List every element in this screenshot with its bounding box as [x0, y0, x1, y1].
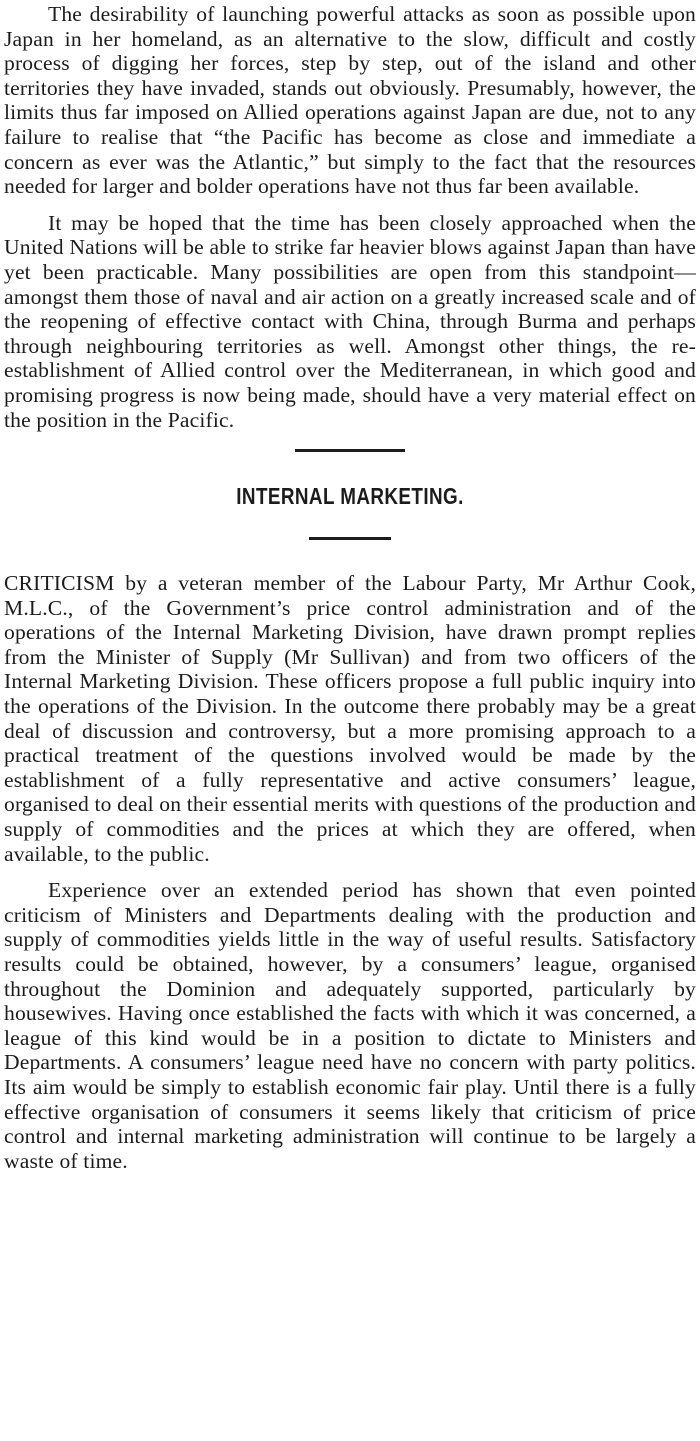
paragraph-consumers-league: Experience over an extended period has shown that even pointed criticism of Ministers and Departments dealing with the production and supply of commodities yields little in the way of useful results. Satisfactory results could be obtained, however, by a consumers’ league, organised throughout the Dominion and adequately supported, particularly by housewives. Having once established the facts with which it was concerned, a league of this kind would be in a position to dictate to Ministers and Departments. A consumers’ league need have no concern with party politics. Its aim would be simply to establish economic fair play. Until there is a fully effective organisation of consumers it seems likely that criticism of price control and internal marketing administration will continue to be largely a waste of time. [4, 878, 696, 1173]
heading-rule-top [295, 449, 405, 452]
section-heading: INTERNAL MARKETING. [236, 483, 464, 510]
paragraph-criticism: CRITICISM by a veteran member of the Labour Party, Mr Arthur Cook, M.L.C., of the Government’s price control administration and of the operations of the Internal Marketing Division, have drawn prompt replies from the Minister of Supply (Mr Sullivan) and from two officers of the Internal Marketing Division. These officers propose a full public inquiry into the operations of the Division. In the outcome there probably may be a great deal of discussion and controversy, but a more promising approach to a practical treatment of the questions involved would be made by the establishment of a fully representative and active consumers’ league, organised to deal on their essential merits with questions of the production and supply of commodities and the prices at which they are offered, when available, to the public. [4, 571, 696, 866]
heading-rule-bottom [309, 537, 391, 540]
paragraph-japan-attacks: The desirability of launching powerful attacks as soon as possible upon Japan in her homeland, as an alternative to the slow, difficult and costly process of digging her forces, step by step, out of the island and other territories they have invaded, stands out obviously. Presumably, however, the limits thus far imposed on Allied operations against Japan are due, not to any failure to realise that “the Pacific has become as close and immediate a concern as ever was the Atlantic,” but simply to the fact that the resources needed for larger and bolder operations have not thus far been available. [4, 2, 696, 199]
paragraph-united-nations: It may be hoped that the time has been closely approached when the United Nations will be able to strike far heavier blows against Japan than have yet been practicable. Many possibilities are open from this standpoint—amongst them those of naval and air action on a greatly increased scale and of the reopening of effective contact with China, through Burma and perhaps through neighbouring territories as well. Amongst other things, the re-establishment of Allied control over the Mediterranean, in which good and promising progress is now being made, should have a very material effect on the position in the Pacific. [4, 210, 696, 432]
